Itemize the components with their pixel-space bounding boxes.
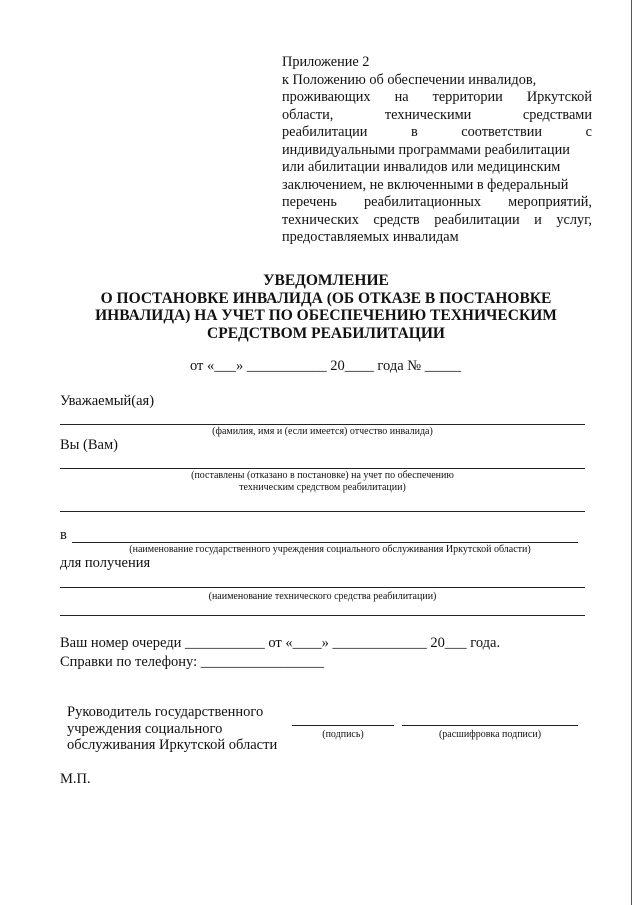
- appendix-word: области,: [282, 106, 334, 123]
- appendix-line: заключением, не включенными в федеральный: [282, 176, 569, 193]
- device-field-line[interactable]: [60, 587, 585, 588]
- name-caption: (фамилия, имя и (если имеется) отчество инвалида): [212, 426, 433, 437]
- greeting-label: Уважаемый(ая): [60, 393, 155, 409]
- appendix-word: с: [585, 124, 592, 140]
- signature-decoding-field-line[interactable]: [402, 725, 578, 726]
- appendix-header: [282, 54, 592, 247]
- appendix-line: [282, 124, 592, 142]
- appendix-word: в: [410, 124, 418, 140]
- date-number-line: от «___» ___________ 20____ года № _____: [190, 358, 461, 374]
- appendix-line: к Положению об обеспечении инвалидов,: [282, 71, 537, 88]
- device-field-line-2[interactable]: [60, 615, 585, 616]
- appendix-line: [282, 107, 592, 125]
- signature-decoding-caption: (расшифровка подписи): [438, 729, 542, 740]
- appendix-line: Приложение 2: [282, 54, 370, 70]
- title-line: О ПОСТАНОВКЕ ИНВАЛИДА (ОБ ОТКАЗЕ В ПОСТАНОВКЕ: [100, 289, 552, 307]
- appendix-line: индивидуальными программами реабилитации: [282, 141, 570, 158]
- appendix-line: предоставляемых инвалидам: [282, 229, 459, 245]
- title-line: УВЕДОМЛЕНИЕ: [263, 272, 389, 289]
- for-receiving-label: для получения: [60, 555, 151, 571]
- appendix-word: соответствии: [461, 124, 543, 140]
- phone-line: Справки по телефону: _________________: [60, 654, 325, 670]
- status-field-line-2[interactable]: [60, 511, 585, 512]
- status-field-line[interactable]: [60, 468, 585, 469]
- institution-field-line[interactable]: [72, 542, 578, 543]
- appendix-word: средствами: [522, 106, 592, 123]
- appendix-word: реабилитации: [434, 211, 520, 228]
- appendix-word: реабилитационных: [364, 194, 481, 210]
- signatory-title: Руководитель государственного учреждения социального обслуживания Иркутской области: [67, 704, 278, 753]
- device-caption: (наименование технического средства реабилитации): [208, 591, 437, 602]
- title-line: ИНВАЛИДА) НА УЧЕТ ПО ОБЕСПЕЧЕНИЮ ТЕХНИЧЕСКИМ: [95, 307, 557, 324]
- appendix-word: технических: [282, 211, 359, 228]
- signature-field-line[interactable]: [292, 725, 394, 726]
- appendix-line: [282, 89, 592, 107]
- you-label: Вы (Вам): [60, 437, 118, 453]
- document-title: [0, 272, 640, 342]
- stamp-place-label: М.П.: [60, 771, 91, 787]
- institution-caption: (наименование государственного учреждения социального обслуживания Иркутской области): [129, 544, 531, 555]
- appendix-word: реабилитации: [282, 124, 368, 140]
- appendix-line: или абилитации инвалидов или медицинским: [282, 159, 561, 175]
- queue-number-line: Ваш номер очереди ___________ от «____» _____________ 20___ года.: [60, 635, 501, 651]
- appendix-word: территории: [432, 89, 503, 105]
- appendix-word: на: [394, 89, 409, 105]
- title-line: СРЕДСТВОМ РЕАБИЛИТАЦИИ: [207, 324, 445, 342]
- name-field-line[interactable]: [60, 424, 585, 425]
- appendix-word: средств: [373, 211, 420, 228]
- in-label: в: [60, 527, 67, 543]
- status-caption: (поставлены (отказано в постановке) на учет по обеспечению техническим средством реабилитации): [191, 470, 454, 493]
- scan-edge-line: [631, 0, 632, 905]
- appendix-word: и: [534, 211, 542, 228]
- signature-caption: (подпись): [322, 729, 364, 740]
- appendix-word: перечень: [282, 194, 337, 210]
- appendix-word: услуг,: [556, 211, 592, 228]
- appendix-word: мероприятий,: [508, 194, 592, 210]
- appendix-word: техническими: [384, 106, 472, 123]
- appendix-word: проживающих: [282, 89, 371, 105]
- appendix-line: [282, 194, 592, 212]
- appendix-line: [282, 212, 592, 230]
- appendix-word: Иркутской: [526, 89, 592, 105]
